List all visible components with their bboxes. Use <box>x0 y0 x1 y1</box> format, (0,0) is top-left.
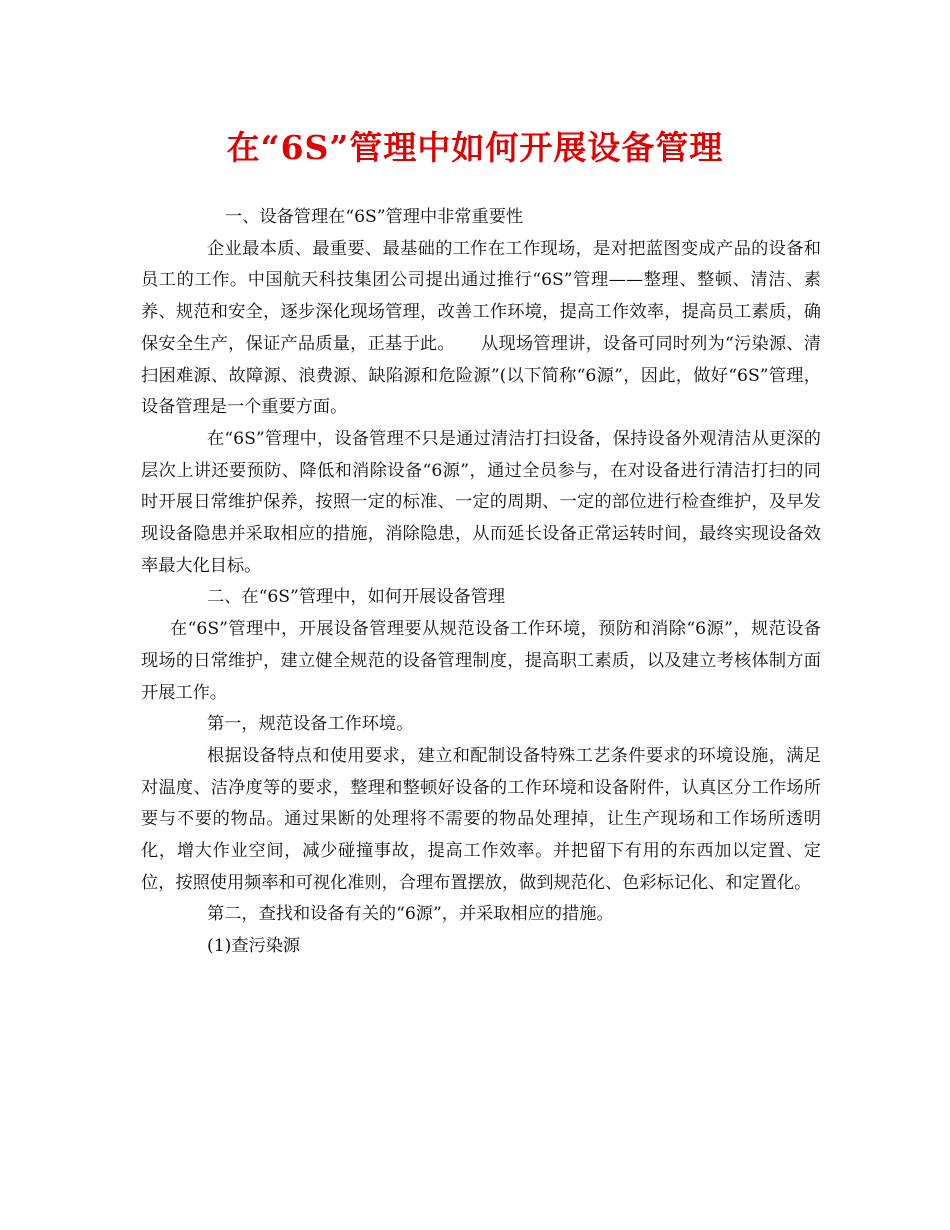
document-title: 在“6S”管理中如何开展设备管理 <box>226 128 724 167</box>
paragraph-3: 在“6S”管理中，开展设备管理要从规范设备工作环境，预防和消除“6源”，规范设备现场的日常维护，建立健全规范的设备管理制度，提高职工素质，以及建立考核体制方面开展工作。 <box>141 619 821 703</box>
section-heading-1: 一、设备管理在“6S”管理中非常重要性 <box>225 207 524 227</box>
paragraph-2: 在“6S”管理中，设备管理不只是通过清洁打扫设备，保持设备外观清洁从更深的层次上讲还要预防、降低和消除设备“6源”，通过全员参与，在对设备进行清洁打扫的同时开展日常维护保养，按照一定的标准、一定的周期、一定的部位进行检查维护，及早发现设备隐患并采取相应的措施，消除隐患，从而延长设备正常运转时间，最终实现设备效率最大化目标。 <box>141 428 821 576</box>
sub-heading-2: 第二，查找和设备有关的“6源”，并采取相应的措施。 <box>207 904 614 925</box>
sub-heading-1: 第一，规范设备工作环境。 <box>207 714 414 735</box>
list-item-1: (1)查污染源 <box>207 936 301 957</box>
paragraph-4: 根据设备特点和使用要求，建立和配制设备特殊工艺条件要求的环境设施，满足对温度、洁净度等的要求，整理和整顿好设备的工作环境和设备附件，认真区分工作场所要与不要的物品。通过果断的处理将不需要的物品处理掉，让生产现场和工作场所透明化，增大作业空间，减少碰撞事故，提高工作效率。并把留下有用的东西加以定置、定位，按照使用频率和可视化准则，合理布置摆放，做到规范化、色彩标记化、和定置化。 <box>141 745 821 893</box>
section-heading-2: 二、在“6S”管理中，如何开展设备管理 <box>207 587 506 608</box>
paragraph-1: 企业最本质、最重要、最基础的工作在工作现场，是对把蓝图变成产品的设备和员工的工作。中国航天科技集团公司提出通过推行“6S”管理——整理、整顿、清洁、素养、规范和安全，逐步深化现场管理，改善工作环境，提高工作效率，提高员工素质，确保安全生产，保证产品质量，正基于此。 从现场管理讲，设备可同时列为“污染源、清扫困难源、故障源、浪费源、缺陷源和危险源”(以下简称“6源”，因此，做好“6S”管理，设备管理是一个重要方面。 <box>141 238 821 418</box>
document-body <box>141 202 821 963</box>
